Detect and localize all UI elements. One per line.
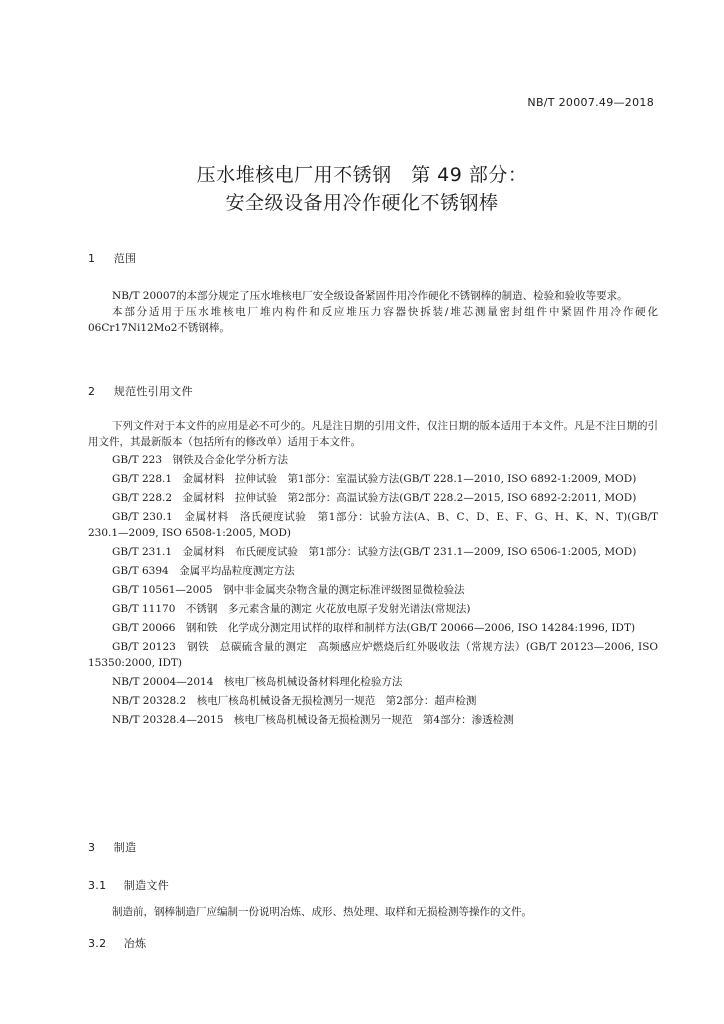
section-2-number: 2 bbox=[88, 385, 96, 398]
section-3-2-heading bbox=[88, 935, 146, 951]
reference-item: NB/T 20328.4—2015 核电厂核岛机械设备无损检测另一规范 第4部分：渗透检测 bbox=[112, 714, 514, 726]
reference-item: GB/T 231.1 金属材料 布氏硬度试验 第1部分：试验方法(GB/T 231.1—2009, ISO 6506-1:2005, MOD) bbox=[112, 546, 637, 558]
document-title-line1: 压水堆核电厂用不锈钢 第 49 部分： bbox=[196, 164, 528, 186]
reference-item: GB/T 20066 钢和铁 化学成分测定用试样的取样和制样方法(GB/T 20066—2006, ISO 14284:1996, IDT) bbox=[112, 622, 636, 634]
section-2-heading bbox=[88, 383, 193, 399]
section-3-heading bbox=[88, 839, 136, 855]
reference-item: GB/T 11170 不锈钢 多元素含量的测定 火花放电原子发射光谱法(常规法) bbox=[112, 603, 471, 615]
section-3-2-title: 冶炼 bbox=[123, 937, 147, 950]
section-3-1-number: 3.1 bbox=[88, 879, 107, 892]
section-3-1-paragraph: 制造前，钢棒制造厂应编制一份说明冶炼、成形、热处理、取样和无损检测等操作的文件。 bbox=[112, 906, 532, 918]
section-1-body bbox=[88, 288, 658, 336]
reference-item: GB/T 223 钢铁及合金化学分析方法 bbox=[112, 454, 289, 466]
section-3-1-body bbox=[88, 904, 658, 920]
section-3-number: 3 bbox=[88, 841, 96, 854]
section-1-heading bbox=[88, 250, 136, 266]
section-3-title: 制造 bbox=[113, 841, 137, 854]
section-2-body bbox=[88, 418, 658, 728]
document-title-line2: 安全级设备用冷作硬化不锈钢棒 bbox=[225, 192, 499, 214]
reference-item: GB/T 10561—2005 钢中非金属夹杂物含量的测定标准评级图显微检验法 bbox=[112, 584, 465, 596]
section-1-title: 范围 bbox=[113, 252, 137, 265]
section-3-1-title: 制造文件 bbox=[123, 879, 169, 892]
reference-item: GB/T 228.1 金属材料 拉伸试验 第1部分：室温试验方法(GB/T 228.1—2010, ISO 6892-1:2009, MOD) bbox=[112, 473, 637, 485]
section-2-title: 规范性引用文件 bbox=[113, 385, 193, 398]
section-1-paragraph-1: NB/T 20007的本部分规定了压水堆核电厂安全级设备紧固件用冷作硬化不锈钢棒的制造、检验和验收等要求。 bbox=[112, 290, 628, 302]
reference-item: NB/T 20328.2 核电厂核岛机械设备无损检测另一规范 第2部分：超声检测 bbox=[112, 695, 477, 707]
section-3-1-heading bbox=[88, 877, 169, 893]
standard-code: NB/T 20007.49—2018 bbox=[527, 96, 654, 109]
section-3-2-number: 3.2 bbox=[88, 937, 107, 950]
section-1-number: 1 bbox=[88, 252, 96, 265]
section-1-paragraph-2: 本部分适用于压水堆核电厂堆内构件和反应堆压力容器快拆装/堆芯测量密封组件中紧固件用冷作硬化06Cr17Ni12Mo2不锈钢棒。 bbox=[88, 306, 658, 334]
reference-item: GB/T 228.2 金属材料 拉伸试验 第2部分：高温试验方法(GB/T 228.2—2015, ISO 6892-2:2011, MOD) bbox=[112, 492, 637, 504]
reference-item: NB/T 20004—2014 核电厂核岛机械设备材料理化检验方法 bbox=[112, 676, 403, 688]
section-2-intro: 下列文件对于本文件的应用是必不可少的。凡是注日期的引用文件，仅注日期的版本适用于本文件。凡是不注日期的引用文件，其最新版本（包括所有的修改单）适用于本文件。 bbox=[88, 420, 658, 448]
reference-item: GB/T 20123 钢铁 总碳硫含量的测定 高频感应炉燃烧后红外吸收法（常规方法）(GB/T 20123—2006, ISO 15350:2000, IDT) bbox=[88, 641, 658, 669]
reference-item: GB/T 230.1 金属材料 洛氏硬度试验 第1部分：试验方法(A、B、C、D、E、F、G、H、K、N、T)(GB/T 230.1—2009, ISO 6508-1:2005, MOD) bbox=[88, 511, 658, 539]
reference-item: GB/T 6394 金属平均晶粒度测定方法 bbox=[112, 565, 295, 577]
